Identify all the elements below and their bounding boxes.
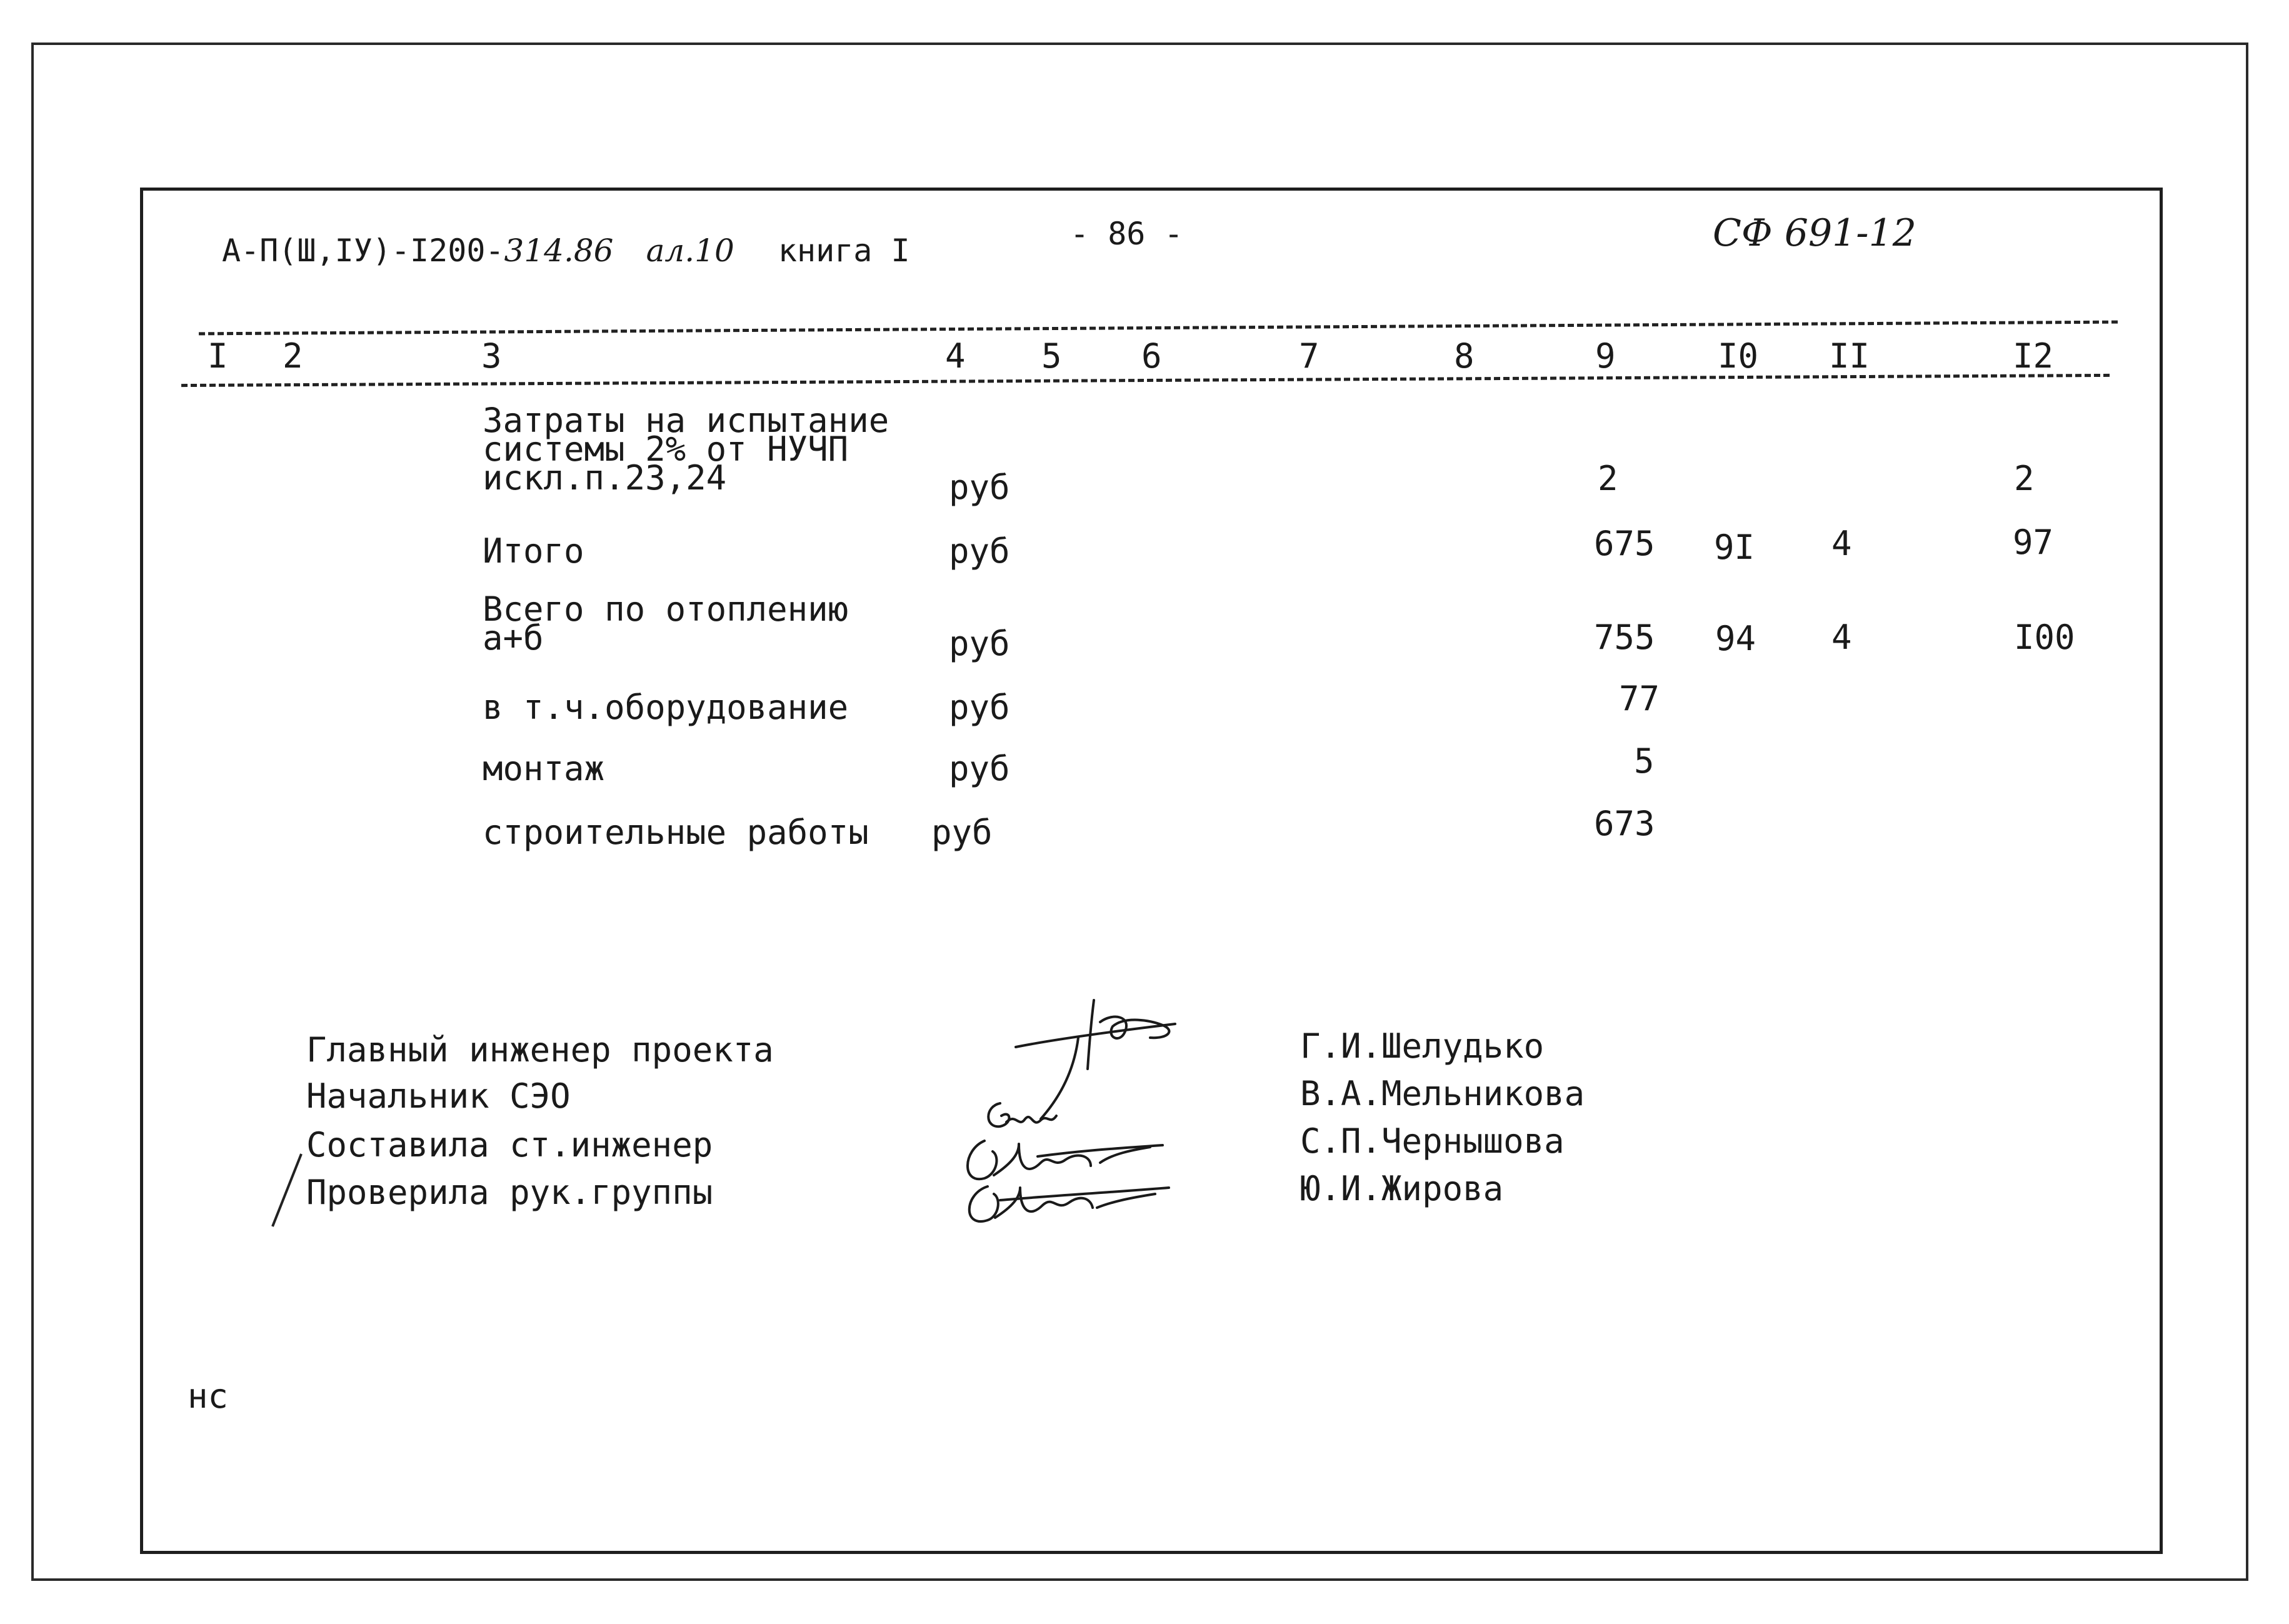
doc-code-printed: А-П(Ш,IУ)-I200-: [222, 233, 504, 269]
cell-col11: 4: [1831, 524, 1852, 563]
document-frame: [140, 188, 2163, 1554]
row-unit: руб: [949, 749, 1010, 788]
col-header-11: II: [1829, 336, 1870, 376]
row-unit: руб: [949, 624, 1010, 663]
signature-role: Проверила рук.группы: [306, 1173, 713, 1212]
col-header-7: 7: [1299, 336, 1320, 376]
signature-name: В.А.Мельникова: [1300, 1074, 1585, 1113]
row-label-total: Итого: [483, 531, 584, 571]
cell-col9: 5: [1634, 741, 1655, 781]
cell-col12: I00: [2014, 618, 2075, 657]
document-code: [222, 233, 910, 269]
margin-check-mark: [263, 1150, 313, 1231]
row-label-construction: строительные работы: [483, 813, 869, 852]
row-label-equipment: в т.ч.оборудование: [483, 688, 849, 727]
col-header-1: I: [208, 336, 228, 376]
page-number: - 86 -: [1070, 216, 1183, 252]
cell-col11: 4: [1831, 618, 1852, 657]
signature-role: Начальник СЭО: [306, 1076, 571, 1116]
cell-col12: 2: [2014, 459, 2035, 498]
col-header-6: 6: [1141, 336, 1162, 376]
col-header-5: 5: [1041, 336, 1062, 376]
cell-col9: 675: [1594, 524, 1655, 563]
footer-mark: нс: [188, 1376, 229, 1416]
col-header-4: 4: [945, 336, 966, 376]
cell-col10: 9I: [1714, 528, 1755, 567]
row-label-test-costs: Затраты на испытание системы 2% от НУЧП искл.п.23,24: [483, 401, 889, 498]
album-handwritten: ал.10: [646, 233, 734, 269]
cell-col9: 673: [1594, 804, 1655, 843]
signature-name: Г.И.Шелудько: [1300, 1026, 1545, 1066]
col-header-12: I2: [2013, 336, 2054, 376]
row-label-heating-total: Всего по отоплению а+б: [483, 589, 849, 658]
reference-code-handwritten: СФ 691-12: [1713, 211, 1916, 255]
col-header-3: 3: [481, 336, 502, 376]
col-header-10: I0: [1718, 336, 1759, 376]
row-unit: руб: [949, 688, 1010, 727]
row-unit: руб: [949, 468, 1010, 507]
signature-role: Главный инженер проекта: [306, 1030, 774, 1070]
signature-role: Составила ст.инженер: [306, 1125, 713, 1165]
book-label: книга I: [778, 233, 910, 269]
row-unit: руб: [931, 813, 993, 852]
signature-name: С.П.Чернышова: [1300, 1121, 1565, 1161]
col-header-2: 2: [283, 336, 303, 376]
row-label-installation: монтаж: [483, 749, 605, 788]
cell-col9: 2: [1598, 459, 1618, 498]
cell-col9: 77: [1619, 679, 1660, 718]
cell-col10: 94: [1715, 619, 1756, 658]
handwritten-signatures: [925, 988, 1238, 1225]
cell-col12: 97: [2013, 523, 2054, 562]
doc-code-handwritten: 314.86: [504, 233, 614, 269]
row-unit: руб: [949, 531, 1010, 571]
signature-name: Ю.И.Жирова: [1300, 1169, 1504, 1208]
col-header-9: 9: [1595, 336, 1616, 376]
cell-col9: 755: [1594, 618, 1655, 657]
col-header-8: 8: [1454, 336, 1475, 376]
